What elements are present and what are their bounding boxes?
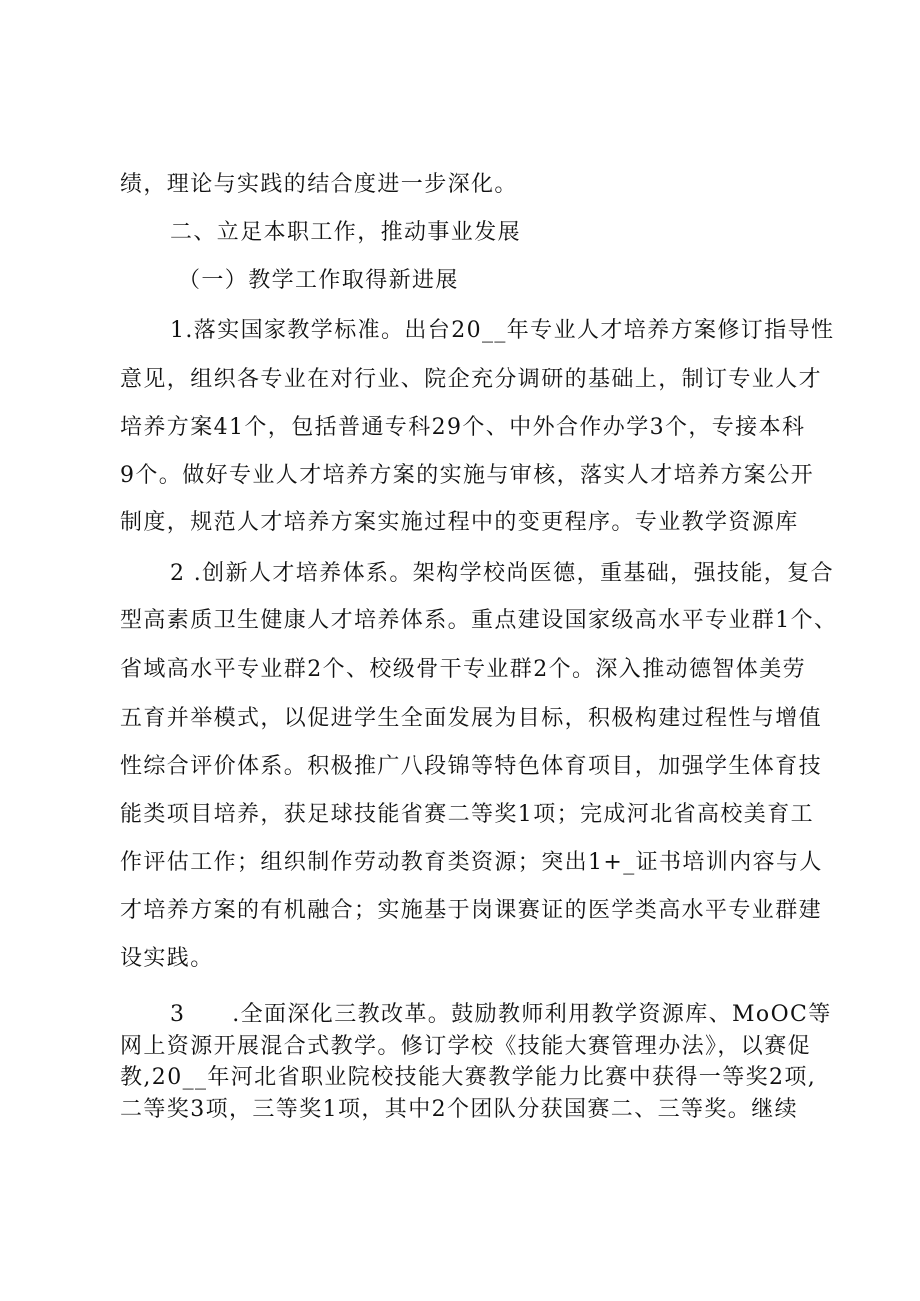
text-line: 1.落实国家教学标准。出台20__年专业人才培养方案修订指导性 xyxy=(170,318,835,343)
text-line: 网上资源开展混合式教学。修订学校《技能大赛管理办法》，以赛促 xyxy=(120,1034,812,1059)
text-line: 设实践。 xyxy=(120,946,214,971)
text-line: 9个。做好专业人才培养方案的实施与审核，落实人才培养方案公开 xyxy=(120,463,814,488)
text-line: 2 .创新人才培养体系。架构学校尚医德，重基础，强技能，复合 xyxy=(170,561,834,586)
text-line: 省域高水平专业群2个、校级骨干专业群2个。深入推动德智体美劳 xyxy=(120,657,806,682)
text-line: 才培养方案的有机融合；实施基于岗课赛证的医学类高水平专业群建 xyxy=(120,898,823,923)
text-line: 绩，理论与实践的结合度进一步深化。 xyxy=(120,172,518,197)
subsection-heading: （一）教学工作取得新进展 xyxy=(178,268,459,293)
text-line: 制度，规范人才培养方案实施过程中的变更程序。专业教学资源库 xyxy=(120,510,799,535)
text-line: 型高素质卫生健康人才培养体系。重点建设国家级高水平专业群1个、 xyxy=(120,608,838,633)
text-line: 教,20__年河北省职业院校技能大赛教学能力比赛中获得一等奖2项, xyxy=(120,1065,817,1090)
text-line: 能类项目培养，获足球技能省赛二等奖1项；完成河北省高校美育工 xyxy=(120,802,814,827)
text-line: 作评估工作；组织制作劳动教育类资源；突出1+_证书培训内容与人 xyxy=(120,850,823,875)
section-heading: 二、立足本职工作，推动事业发展 xyxy=(170,220,522,245)
text-line: 意见，组织各专业在对行业、院企充分调研的基础上，制订专业人才 xyxy=(120,367,823,392)
text-line: 性综合评价体系。积极推广八段锦等特色体育项目，加强学生体育技 xyxy=(120,754,823,779)
text-line: 五育并举模式，以促进学生全面发展为目标，积极构建过程性与增值 xyxy=(120,706,823,731)
text-line: 培养方案41个，包括普通专科29个、中外合作办学3个，专接本科 xyxy=(120,415,806,440)
text-line: 3 .全面深化三教改革。鼓励教师利用教学资源库、MoOC等 xyxy=(170,1002,832,1027)
text-line: 二等奖3项，三等奖1项，其中2个团队分获国赛二、三等奖。继续 xyxy=(120,1097,798,1122)
